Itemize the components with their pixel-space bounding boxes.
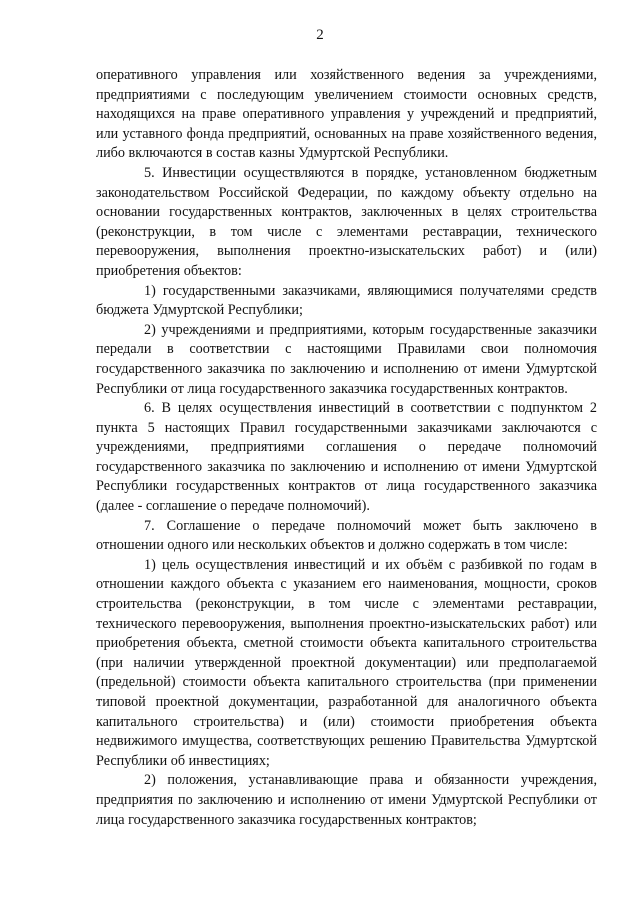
paragraph-continuation: оперативного управления или хозяйственного ведения за учреждениями, предприятиями с последующим увеличением стоимости основных средств, находящихся на праве оперативного управления у учреждений и предприятий, или уставного фонда предприятий, основанных на праве хозяйственного ведения, либо включаются в состав казны Удмуртской Республики. bbox=[96, 67, 597, 162]
paragraph-item-6: 6. В целях осуществления инвестиций в соответствии с подпунктом 2 пункта 5 настоящих Правил государственными заказчиками заключаются с учреждениями, предприятиями соглашения о передаче полномочий государственного заказчика по заключению и исполнению от имени Удмуртской Республики государственных контрактов от лица государственного заказчика (далее - соглашение о передаче полномочий). bbox=[96, 400, 597, 515]
paragraph-item-7-2: 2) положения, устанавливающие права и обязанности учреждения, предприятия по заключению и исполнению от имени Удмуртской Республики от лица государственного заказчика государственных контрактов; bbox=[96, 772, 597, 828]
document-body bbox=[96, 66, 597, 830]
paragraph-item-5-1: 1) государственными заказчиками, являющимися получателями средств бюджета Удмуртской Республики; bbox=[96, 282, 597, 319]
paragraph-item-5-2: 2) учреждениями и предприятиями, которым государственные заказчики передали в соответствии с настоящими Правилами свои полномочия государственного заказчика по заключению и исполнению от имени Удмуртской Республики от лица государственного заказчика государственных контрактов. bbox=[96, 321, 597, 397]
paragraph-item-5: 5. Инвестиции осуществляются в порядке, установленном бюджетным законодательством Российской Федерации, по каждому объекту отдельно на основании государственных контрактов, заключенных в целях строительства (реконструкции, в том числе с элементами реставрации, технического перевооружения, выполнения проектно-изыскательских работ) и (или) приобретения объектов: bbox=[96, 164, 597, 279]
paragraph-item-7-1: 1) цель осуществления инвестиций и их объём с разбивкой по годам в отношении каждого объекта с указанием его наименования, мощности, сроков строительства (реконструкции, в том числе с элементами реставрации, технического перевооружения, выполнения проектно-изыскательских работ) или приобретения объекта, сметной стоимости объекта капитального строительства (при наличии утвержденной проектной документации) или предполагаемой (предельной) стоимости объекта капитального строительства (при применении типовой проектной документации, разработанной для аналогичного объекта капитального строительства) и (или) стоимости приобретения объекта недвижимого имущества, соответствующих решению Правительства Удмуртской Республики об инвестициях; bbox=[96, 556, 597, 769]
page-number: 2 bbox=[316, 27, 324, 43]
paragraph-item-7: 7. Соглашение о передаче полномочий может быть заключено в отношении одного или нескольких объектов и должно содержать в том числе: bbox=[96, 517, 597, 554]
